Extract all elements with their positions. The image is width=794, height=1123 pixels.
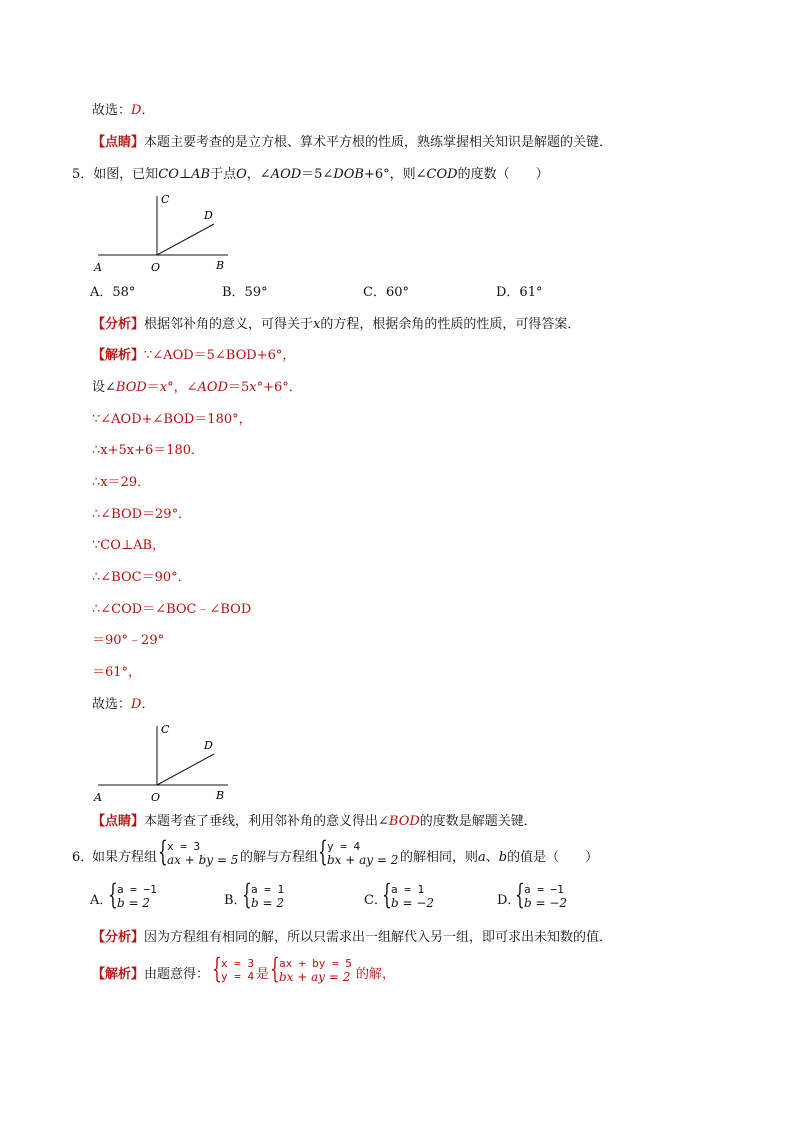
brace-icon: { (318, 835, 328, 868)
text: 的度数（ ） (457, 167, 549, 182)
label-b: B (216, 259, 225, 272)
answer-letter: D (131, 103, 142, 118)
solution-line-5: ∴x＝29． (92, 475, 151, 490)
q6-option-b-system (242, 878, 302, 911)
q6-option-c-system (382, 878, 442, 911)
q6-system-1 (158, 835, 242, 868)
solution-line-9: ∴∠COD＝∠BOC﹣∠BOD (92, 602, 252, 617)
text: ． (141, 697, 155, 712)
equation: b = 2 (117, 896, 150, 910)
q6-text-c (400, 850, 598, 866)
math: +6°，则∠ (363, 167, 427, 182)
q6-text-a: 如果方程组 (92, 850, 158, 865)
equation: ax + by = 5 (279, 957, 352, 970)
math: b (498, 850, 508, 865)
label-a: A (94, 261, 102, 274)
math: a (478, 850, 486, 865)
text: 故选： (92, 697, 132, 712)
q6-text-de-jie: 的解， (356, 967, 396, 982)
math: °，∠ (167, 380, 198, 395)
solution-line-8: ∴∠BOC＝90°． (92, 570, 191, 585)
math: ，∠ (246, 167, 271, 182)
brace-icon: { (212, 952, 222, 985)
question-number: 5． (72, 167, 94, 182)
brace-icon: { (108, 878, 118, 911)
math: DOB (333, 167, 364, 182)
q5-option-c[interactable]: C．60° (363, 285, 409, 300)
equation: bx + ay = 2 (327, 853, 399, 867)
equation: b = 2 (251, 896, 284, 910)
equation: b = −2 (524, 896, 568, 910)
brace-icon: { (515, 878, 525, 911)
label-o: O (151, 261, 161, 274)
q5-option-b[interactable]: B．59° (222, 285, 268, 300)
label-b: B (216, 789, 225, 802)
text: 由题意得： (144, 967, 210, 982)
analysis-tag: 【分析】 (92, 317, 145, 332)
q6-solution-system-2 (270, 952, 360, 985)
text: 本题考查了垂线，利用邻补角的意义得出∠ (144, 814, 389, 829)
equation: a = −1 (524, 883, 564, 896)
math: ＝5∠ (301, 167, 334, 182)
comment-tag: 【点睛】 (92, 135, 145, 150)
math: x (249, 380, 257, 395)
math: O (236, 167, 247, 182)
label-d: D (204, 739, 213, 752)
solution-line-4: ∴x+5x+6＝180． (92, 443, 205, 458)
label-d: D (204, 209, 213, 222)
solution-line-11: ＝61°， (92, 665, 142, 680)
q5-option-d[interactable]: D．61° (496, 285, 543, 300)
math: °+6°． (256, 380, 302, 395)
math: x (159, 380, 168, 395)
text: 的值是（ ） (507, 850, 599, 865)
question-5-stem (72, 167, 549, 183)
equation: x = 3 (167, 840, 201, 853)
q6-text-b: 的解与方程组 (240, 850, 319, 865)
answer-letter: D (131, 697, 142, 712)
q6-option-d[interactable]: D． (497, 893, 521, 908)
brace-icon: { (158, 835, 168, 868)
text: 设∠ (92, 380, 116, 395)
equation: a = 1 (251, 883, 285, 896)
analysis-tag: 【分析】 (92, 930, 145, 945)
answer-line (92, 697, 154, 713)
text: 故选： (92, 103, 132, 118)
text: 的度数是解题关键． (419, 814, 537, 829)
q6-option-c[interactable]: C． (364, 893, 387, 908)
answer-line-prev (92, 103, 154, 119)
solution-line-2 (92, 380, 302, 396)
text: ． (141, 103, 155, 118)
solution-line-q6 (92, 967, 209, 983)
solution-tag: 【解析】 (92, 967, 145, 982)
solution-line-7: ∵CO⊥AB， (92, 538, 166, 553)
equation: bx + ay = 2 (279, 970, 351, 984)
label-c: C (161, 723, 170, 736)
q6-option-d-system (515, 878, 579, 911)
question-6-number: 6． (72, 850, 94, 865)
q6-option-b[interactable]: B． (224, 893, 247, 908)
math: ⊥ (178, 167, 192, 182)
math: COD (426, 167, 458, 182)
line-od (157, 754, 214, 785)
comment-line (92, 814, 537, 830)
analysis-text: 因为方程组有相同的解，所以只需求出一组解代入另一组，即可求出未知数的值． (144, 930, 613, 945)
text: 根据邻补角的意义，可得关于 (144, 317, 314, 332)
math: x (313, 317, 321, 332)
equation: b = −2 (391, 896, 435, 910)
text: 的解相同，则 (400, 850, 479, 865)
math: ＝5 (228, 380, 250, 395)
text: 的方程，根据余角的性质的性质，可得答案． (320, 317, 581, 332)
comment-tag: 【点睛】 (92, 814, 145, 829)
solution-line-3: ∵∠AOD+∠BOD＝180°， (92, 412, 252, 427)
angle-figure-2 (88, 720, 248, 806)
brace-icon: { (270, 952, 280, 985)
angle-figure-1 (88, 190, 248, 276)
equation: ax + by = 5 (167, 853, 239, 867)
equation: y = 4 (327, 840, 361, 853)
text: 、 (485, 850, 499, 865)
analysis-line-q6 (92, 930, 612, 946)
equation: a = −1 (117, 883, 157, 896)
math: BOD (388, 814, 420, 829)
math: CO (158, 167, 179, 182)
math: BOD (115, 380, 147, 395)
equation: x = 3 (221, 957, 255, 970)
q6-text-shi: 是 (256, 967, 270, 982)
brace-icon: { (242, 878, 252, 911)
solution-line-6: ∴∠BOD＝29°． (92, 507, 192, 522)
text: 于点 (210, 167, 237, 182)
label-c: C (161, 193, 170, 206)
solution-tag: 【解析】 (92, 348, 145, 363)
equation: a = 1 (391, 883, 425, 896)
q5-option-a[interactable]: A．58° (90, 285, 136, 300)
solution-line-10: ＝90°﹣29° (92, 633, 165, 648)
q6-solution-system-1 (212, 952, 262, 985)
q6-option-a-system (108, 878, 168, 911)
math: AOD (270, 167, 302, 182)
equation: y = 4 (221, 970, 255, 983)
math: ＝ (146, 380, 160, 395)
solution-text: ∵∠AOD＝5∠BOD+6°， (144, 348, 296, 363)
brace-icon: { (382, 878, 392, 911)
math: AB (191, 167, 211, 182)
solution-line-1 (92, 348, 295, 364)
label-a: A (94, 791, 102, 804)
q6-option-a[interactable]: A． (90, 893, 113, 908)
text: 如图，已知 (93, 167, 159, 182)
q6-system-2 (318, 835, 402, 868)
line-od (157, 224, 214, 255)
comment-line-prev (92, 135, 612, 151)
analysis-line (92, 317, 580, 333)
label-o: O (151, 791, 161, 804)
comment-text: 本题主要考查的是立方根、算术平方根的性质，熟练掌握相关知识是解题的关键． (144, 135, 613, 150)
math: AOD (197, 380, 229, 395)
